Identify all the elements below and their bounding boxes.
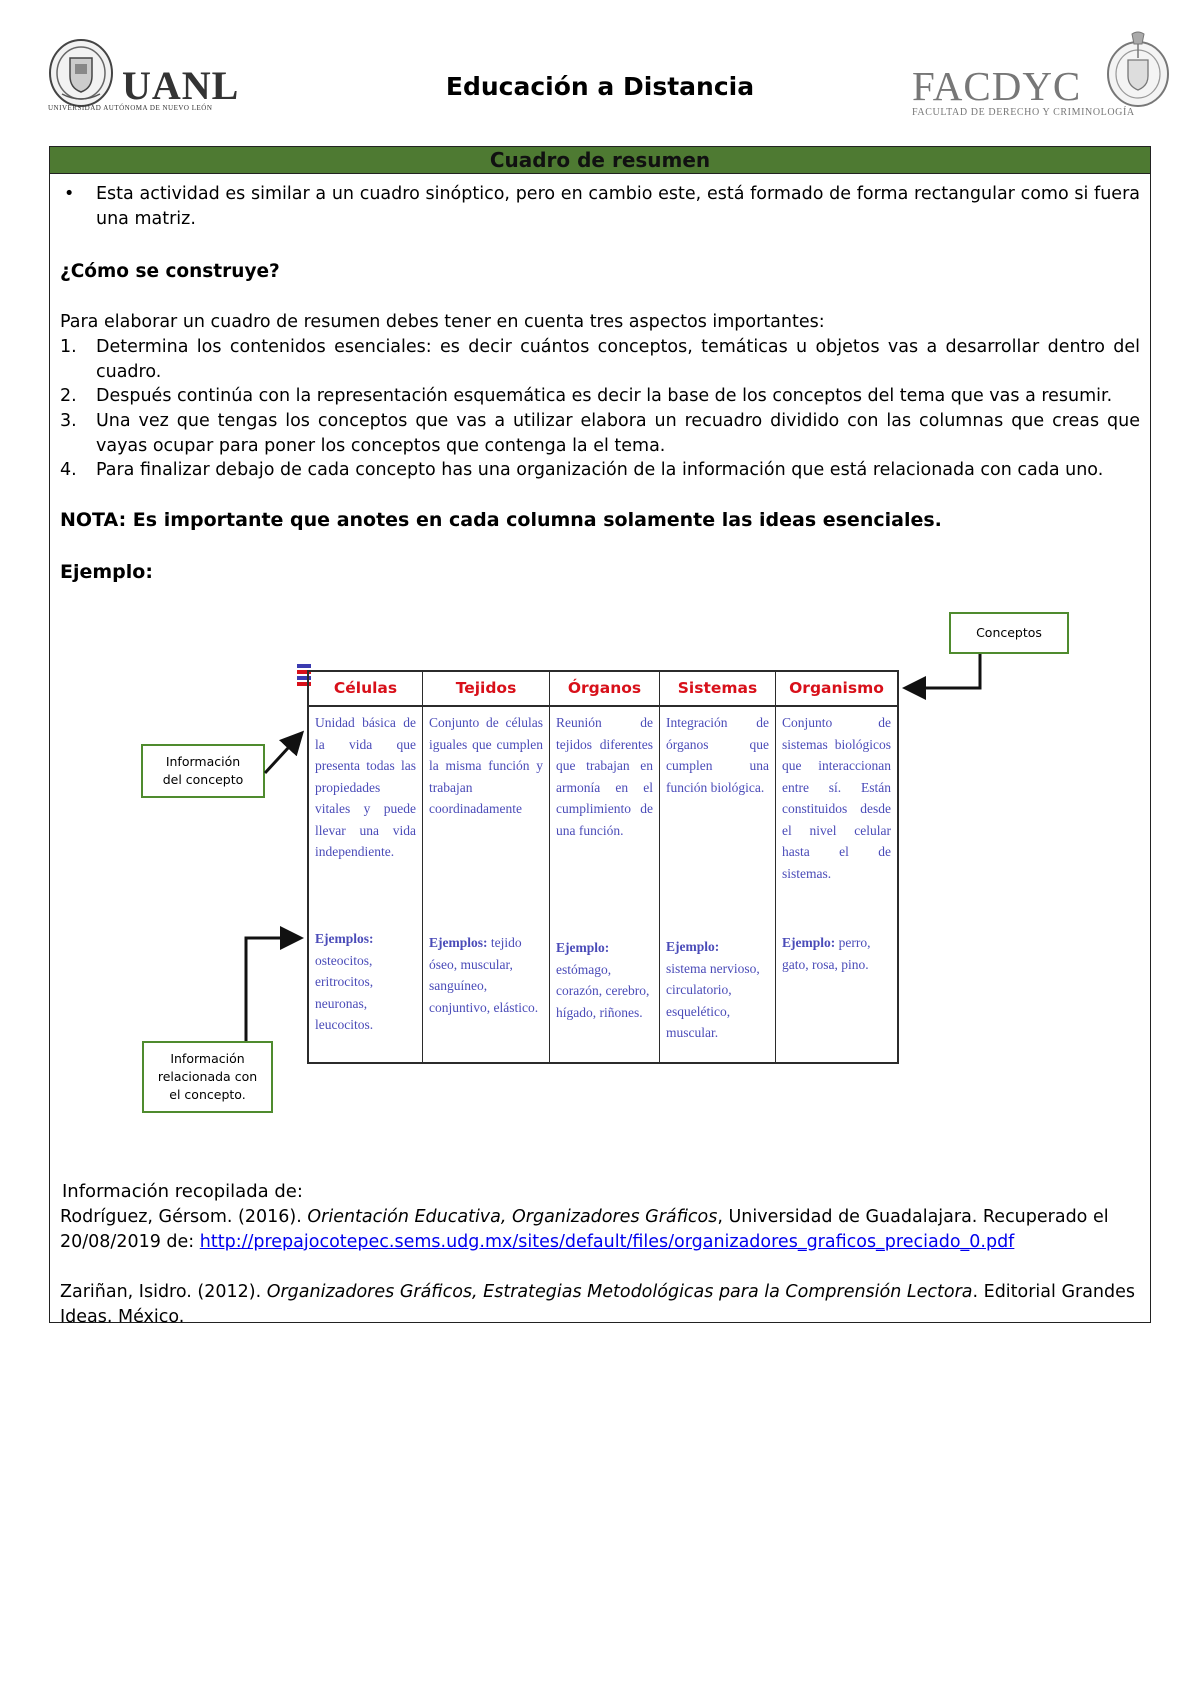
column-definition: Integración de órganos que cumplen una función biológica.: [666, 715, 769, 795]
bullet-text: Esta actividad es similar a un cuadro sinóptico, pero en cambio este, está formado de forma rectangular como si fuera una matriz.: [96, 184, 1140, 229]
callout-line: del concepto: [162, 772, 244, 787]
summary-table-example: [307, 670, 899, 1064]
ref1-rest: , Universidad de Guadalajara. Recuperado el 20/08/2019 de:: [60, 1207, 1109, 1252]
note-text: NOTA: Es importante que anotes en cada columna solamente las ideas esenciales.: [60, 509, 942, 531]
column-examples: [782, 932, 891, 975]
ref1-author: Rodríguez, Gérsom. (2016).: [60, 1207, 308, 1227]
uanl-logo-text: UANL: [122, 63, 240, 108]
facdyc-logo-text: FACDYC: [912, 63, 1082, 109]
column-definition: Unidad básica de la vida que presenta todas las propiedades vitales y puede llevar una vida independiente.: [315, 715, 416, 859]
facdyc-seal-icon: [1104, 30, 1172, 110]
examples-text: sistema nervioso, circulatorio, esquelético, muscular.: [666, 960, 760, 1040]
ref1-title: Orientación Educativa, Organizadores Gráficos: [307, 1207, 718, 1227]
table-column: [776, 672, 897, 1062]
step-number: 3.: [60, 411, 77, 431]
examples-text: tejido óseo, muscular, sanguíneo, conjuntivo, elástico.: [429, 935, 539, 1015]
callout-line: el concepto.: [169, 1087, 246, 1102]
column-header: Tejidos: [423, 672, 549, 707]
reference-2: [60, 1280, 1140, 1329]
callout-line: Información: [165, 754, 241, 769]
callout-concepts: [949, 612, 1069, 654]
ref1-url-link[interactable]: http://prepajocotepec.sems.udg.mx/sites/default/files/organizadores_graficos_preciado_0.pdf: [199, 1231, 1015, 1252]
table-column: [309, 672, 423, 1062]
column-header: Células: [309, 672, 422, 707]
step-text: Determina los contenidos esenciales: es decir cuántos conceptos, temáticas u objetos vas a desarrollar dentro del cuadro.: [96, 337, 1140, 382]
table-column: [660, 672, 776, 1062]
table-column: [550, 672, 660, 1062]
column-examples: [315, 928, 416, 1036]
examples-label: Ejemplo:: [666, 939, 720, 954]
column-definition: Conjunto de sistemas biológicos que interaccionan entre sí. Están constituidos desde el nivel celular hasta el de sistemas.: [782, 715, 891, 881]
how-title: ¿Cómo se construye?: [60, 261, 280, 282]
column-header: Sistemas: [660, 672, 775, 707]
callout-line: relacionada con: [157, 1069, 258, 1084]
callout-concept-info: [141, 744, 265, 798]
ref2-rest: . Editorial Grandes Ideas. México.: [60, 1282, 1136, 1327]
examples-label: Ejemplo:: [782, 935, 836, 950]
step-text: Una vez que tengas los conceptos que vas a utilizar elabora un recuadro dividido con las columnas que creas que vayas ocupar para poner los conceptos que contenga la el tema.: [96, 411, 1140, 456]
example-title: Ejemplo:: [60, 561, 153, 583]
ref2-author: Zariñan, Isidro. (2012).: [60, 1282, 267, 1302]
column-examples: [429, 932, 543, 1018]
page-title: Educación a Distancia: [445, 72, 755, 101]
column-header: Órganos: [550, 672, 659, 707]
step-number: 4.: [60, 460, 77, 480]
column-examples: [666, 936, 769, 1044]
box-heading: Cuadro de resumen: [50, 147, 1150, 174]
callout-concepts-label: Conceptos: [976, 625, 1042, 640]
uanl-logo-subtitle: UNIVERSIDAD AUTÓNOMA DE NUEVO LEÓN: [48, 104, 213, 112]
step-text: Para finalizar debajo de cada concepto has una organización de la información que está relacionada con cada uno.: [96, 460, 1104, 480]
ref2-title: Organizadores Gráficos, Estrategias Metodológicas para la Comprensión Lectora: [266, 1282, 973, 1302]
step-text: Después continúa con la representación esquemática es decir la base de los conceptos del tema que vas a resumir.: [96, 386, 1113, 406]
examples-text: osteocitos, eritrocitos, neuronas, leucocitos.: [315, 952, 374, 1032]
column-examples: [556, 937, 653, 1023]
bullet-dot-icon: •: [64, 184, 75, 204]
column-header: Organismo: [776, 672, 897, 707]
examples-text: estómago, corazón, cerebro, hígado, riñones.: [556, 961, 650, 1020]
examples-label: Ejemplos:: [315, 931, 374, 946]
callout-line: Información: [170, 1051, 245, 1066]
steps-intro: Para elaborar un cuadro de resumen debes tener en cuenta tres aspectos importantes:: [60, 312, 825, 332]
examples-text: perro, gato, rosa, pino.: [782, 935, 871, 972]
reference-1: [60, 1205, 1140, 1254]
examples-label: Ejemplos:: [429, 935, 488, 950]
facdyc-logo-subtitle: FACULTAD DE DERECHO Y CRIMINOLOGÍA: [912, 107, 1135, 118]
examples-label: Ejemplo:: [556, 940, 610, 955]
step-number: 2.: [60, 386, 77, 406]
references-title: Información recopilada de:: [62, 1181, 303, 1202]
callout-related-info: [142, 1041, 273, 1113]
column-definition: Reunión de tejidos diferentes que trabajan en armonía en el cumplimiento de una función.: [556, 715, 653, 838]
table-column: [423, 672, 550, 1062]
column-definition: Conjunto de células iguales que cumplen la misma función y trabajan coordinadamente: [429, 715, 543, 816]
step-number: 1.: [60, 337, 77, 357]
